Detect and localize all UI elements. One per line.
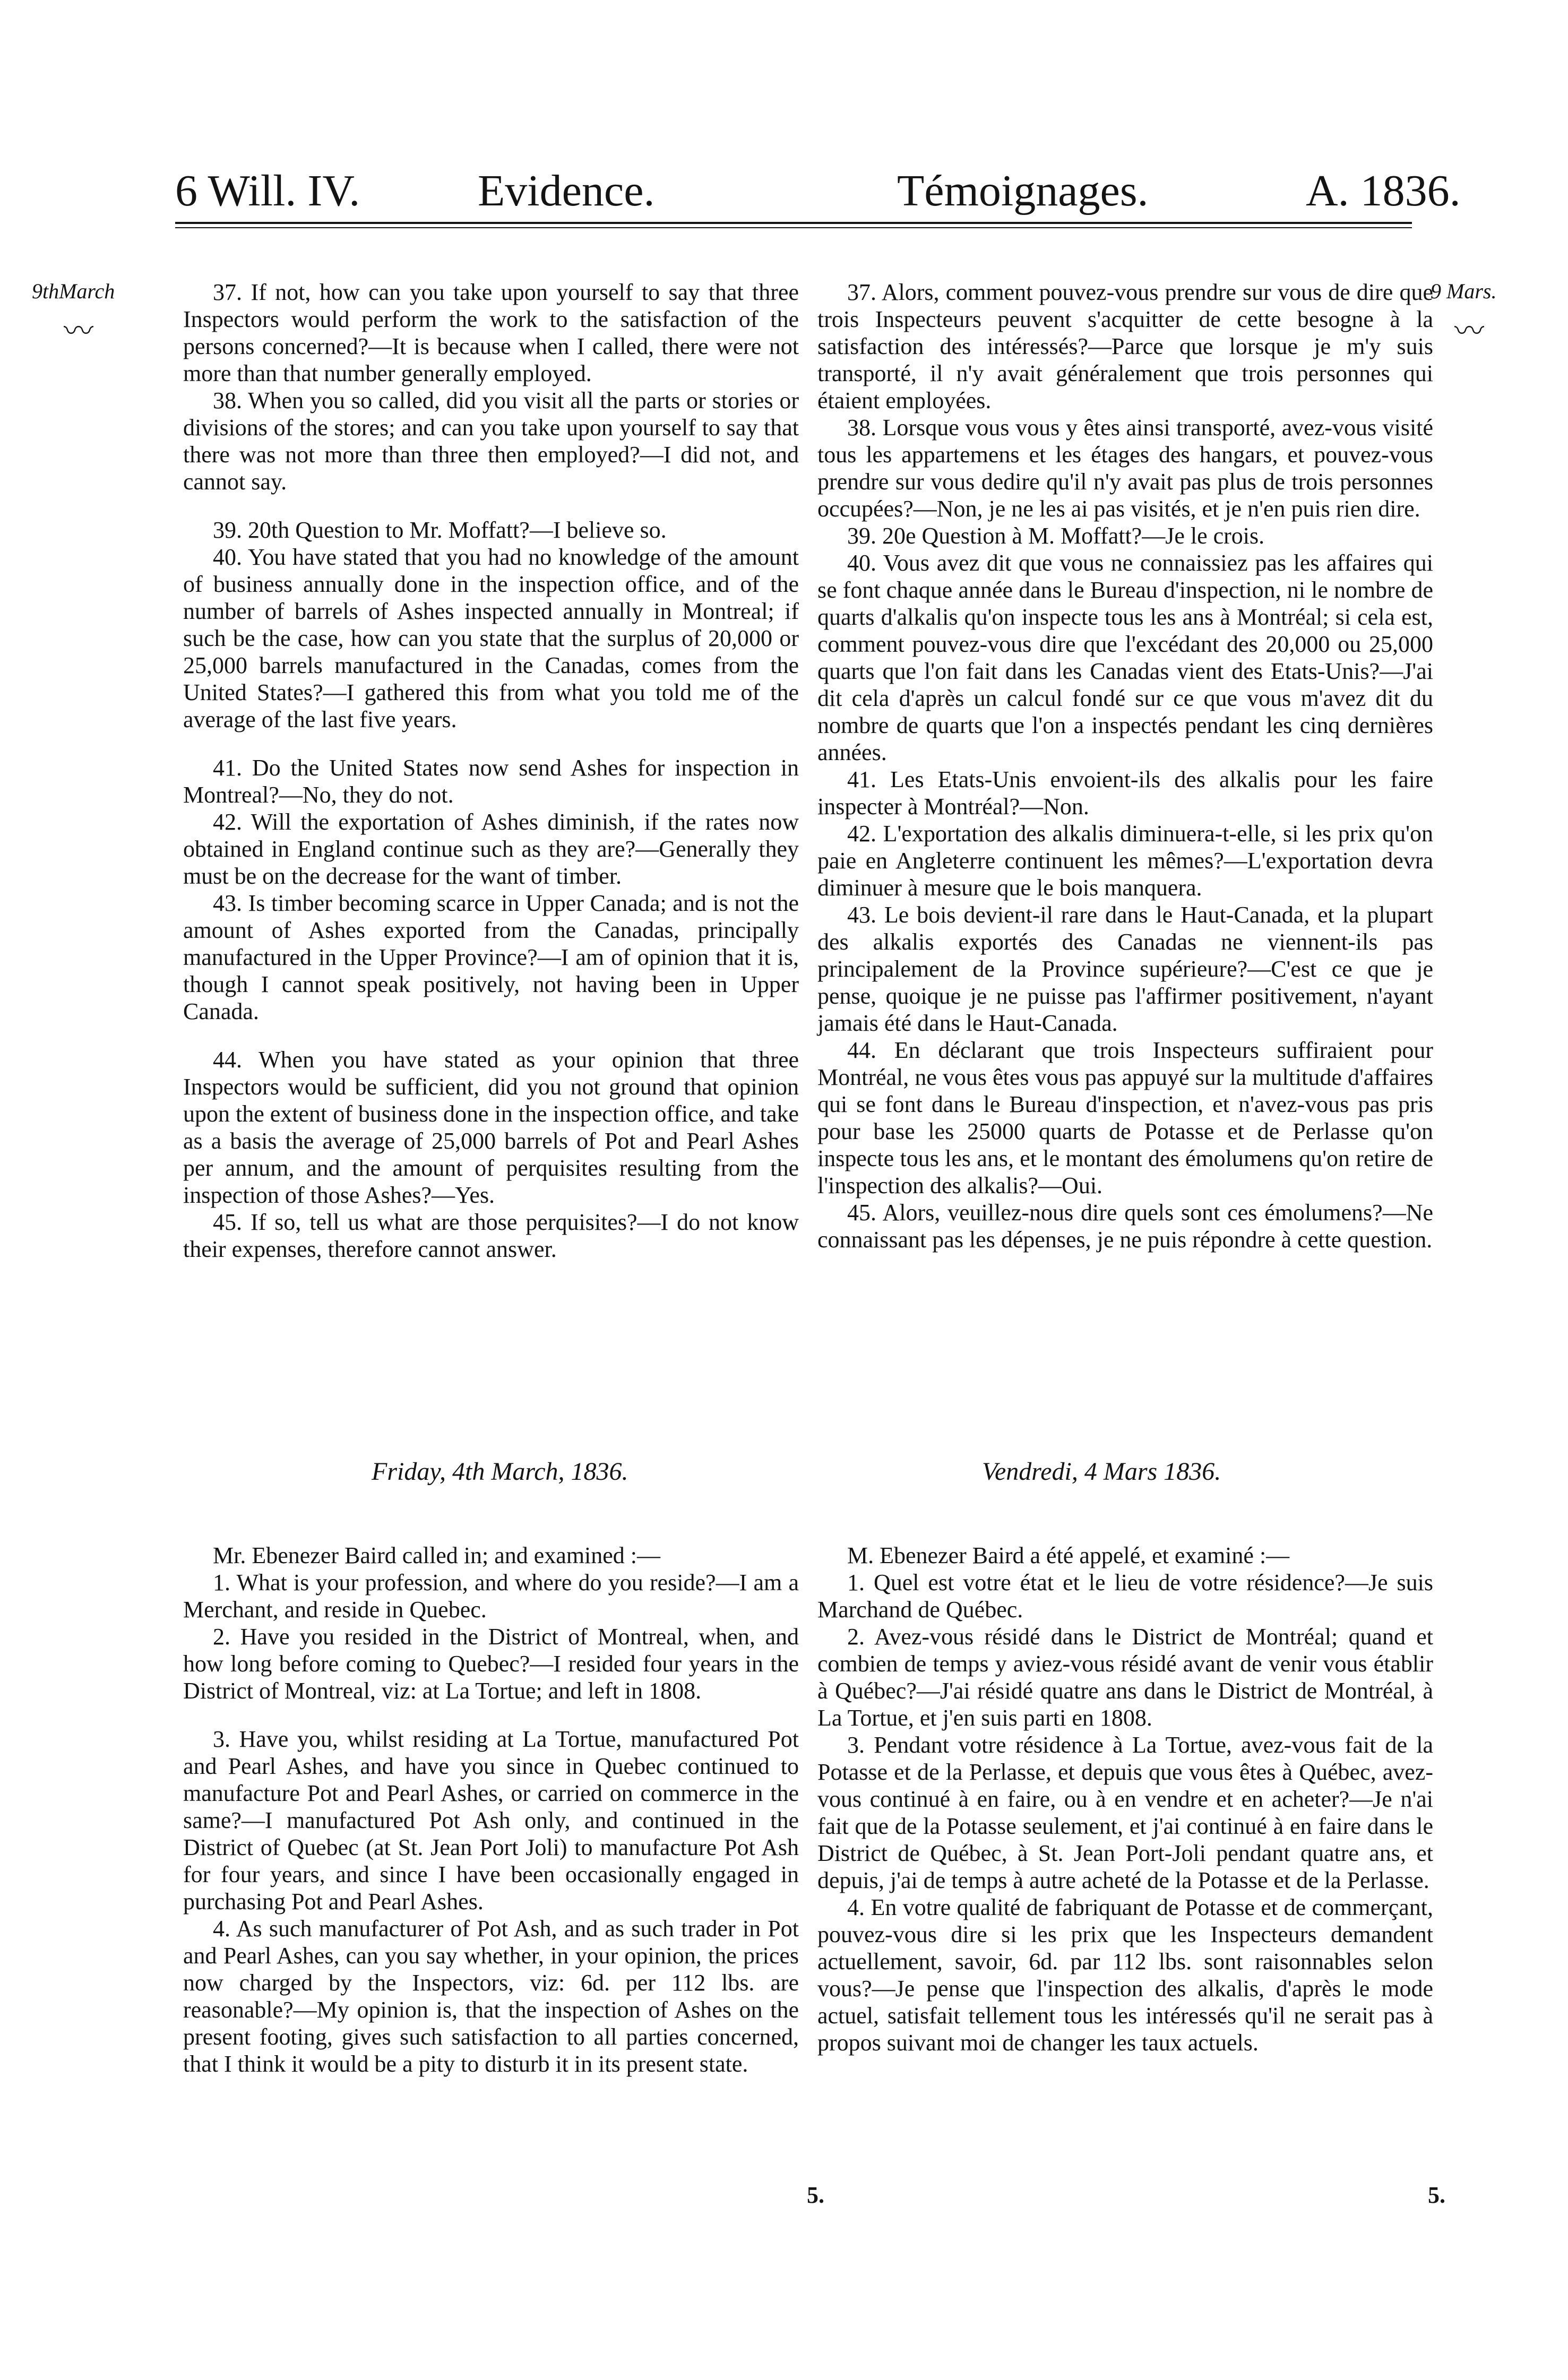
- english-b-q4: 4. As such manufacturer of Pot Ash, and as such trader in Pot and Pearl Ashes, can you say whether, in your opinion, the prices now charged by the Inspectors, viz: 6d. per 112 lbs. are reasonable?—My opinion is, that the inspection of Ashes on the present footing, gives such satisfaction to all parties concerned, that I think it would be a pity to disturb it in its present state.: [183, 1916, 799, 2077]
- english-q44: 44. When you have stated as your opinion that three Inspectors would be sufficient, did you not ground that opinion upon the extent of business done in the inspection office, and take as a basis the average of 25,000 barrels of Pot and Pearl Ashes per annum, and the amount of perquisites resulting from the inspection of those Ashes?—Yes.: [183, 1047, 799, 1208]
- header-rule: [175, 222, 1412, 224]
- french-column-bottom: [817, 1542, 1433, 2221]
- french-b-q4: 4. En votre qualité de fabriquant de Potasse et de commerçant, pouvez-vous dire si les prix que les Inspecteurs demandent actuellement, savoir, 6d. par 112 lbs. sont raisonnables selon vous?—Je pense que l'inspection des alkalis, d'après le mode actuel, satisfait tellement tous les intéressés qu'il ne serait pas à propos suivant moi de changer les taux actuels.: [817, 1894, 1433, 2056]
- english-q39: 39. 20th Question to Mr. Moffatt?—I believe so.: [213, 517, 667, 543]
- margin-flourish-right: 〰: [1454, 315, 1484, 348]
- evidence-heading: Evidence.: [478, 166, 655, 215]
- margin-date-right: 9 Mars.: [1431, 279, 1497, 303]
- english-b-q1: 1. What is your profession, and where do you reside?—I am a Merchant, and reside in Quebec.: [183, 1570, 799, 1623]
- french-b-q1: 1. Quel est votre état et le lieu de votre résidence?—Je suis Marchand de Québec.: [817, 1570, 1433, 1623]
- year-label: A. 1836.: [1306, 166, 1461, 215]
- french-q42: 42. L'exportation des alkalis diminuera-t-elle, si les prix qu'on paie en Angleterre continuent les mêmes?—L'exportation devra diminuer à mesure que le bois manquera.: [817, 821, 1433, 901]
- header-rule-thin: [175, 227, 1412, 228]
- french-q44: 44. En déclarant que trois Inspecteurs suffiraient pour Montréal, ne vous êtes vous pas appuyé sur la multitude d'affaires qui se font dans le Bureau d'inspection, et n'avez-vous pas pris pour base les 25000 quarts de Potasse et de Perlasse qu'on inspecte tous les ans, et le montant des émolumens qu'on retire de l'inspection des alkalis?—Oui.: [817, 1037, 1433, 1198]
- date-french: Vendredi, 4 Mars 1836.: [982, 1458, 1221, 1486]
- french-q39: 39. 20e Question à M. Moffatt?—Je le crois.: [847, 523, 1265, 549]
- english-q43: 43. Is timber becoming scarce in Upper Canada; and is not the amount of Ashes exported from the Canadas, principally manufactured in the Upper Province?—I am of opinion that it is, though I cannot speak positively, not having been in Upper Canada.: [183, 890, 799, 1024]
- date-english: Friday, 4th March, 1836.: [372, 1458, 628, 1486]
- french-column-top: [817, 279, 1433, 1393]
- french-q41: 41. Les Etats-Unis envoient-ils des alkalis pour les faire inspecter à Montréal?—Non.: [817, 766, 1433, 820]
- french-b-q3: 3. Pendant votre résidence à La Tortue, avez-vous fait de la Potasse et de la Perlasse, et depuis que vous êtes à Québec, avez-vous continué à en faire, ou à en vendre et en acheter?—Je n'ai fait que de la Potasse seulement, et j'ai continué à en faire dans le District de Québec, à St. Jean Port-Joli pendant quatre ans, et depuis, j'ai de temps à autre acheté de la Potasse et de la Perlasse.: [817, 1732, 1433, 1893]
- french-q43: 43. Le bois devient-il rare dans le Haut-Canada, et la plupart des alkalis exportés des Canadas ne viennent-ils pas principalement de la Province supérieure?—C'est ce que je pense, quoique je ne puisse pas l'affirmer positivement, n'ayant jamais été dans le Haut-Canada.: [817, 902, 1433, 1036]
- margin-flourish-left: 〰: [64, 315, 93, 348]
- english-b-q3: 3. Have you, whilst residing at La Tortue, manufactured Pot and Pearl Ashes, and have you since in Quebec continued to manufacture Pot and Pearl Ashes, or carried on commerce in the same?—I manufactured Pot Ash only, and continued in the District of Quebec (at St. Jean Port Joli) to manufacture Pot Ash for four years, and since I have been occasionally engaged in purchasing Pot and Pearl Ashes.: [183, 1726, 799, 1915]
- english-b-q2: 2. Have you resided in the District of Montreal, when, and how long before coming to Quebec?—I resided four years in the District of Montreal, viz: at La Tortue; and left in 1808.: [183, 1624, 799, 1704]
- signature-mark-french: 5.: [1428, 2182, 1445, 2208]
- french-q45: 45. Alors, veuillez-nous dire quels sont ces émolumens?—Ne connaissant pas les dépenses, je ne puis répondre à cette question.: [817, 1200, 1433, 1253]
- english-q42: 42. Will the exportation of Ashes diminish, if the rates now obtained in England continue such as they are?—Generally they must be on the decrease for the want of timber.: [183, 809, 799, 889]
- french-witness-intro: M. Ebenezer Baird a été appelé, et examiné :—: [847, 1542, 1290, 1568]
- french-b-q2: 2. Avez-vous résidé dans le District de Montréal; quand et combien de temps y aviez-vous résidé avant de venir vous établir à Québec?—J'ai résidé quatre ans dans le District de Montréal, à La Tortue, et j'en suis parti en 1808.: [817, 1624, 1433, 1731]
- english-q41: 41. Do the United States now send Ashes for inspection in Montreal?—No, they do not.: [183, 755, 799, 808]
- english-column-top: [183, 279, 799, 1393]
- page-header: [0, 165, 1568, 218]
- session-label: 6 Will. IV.: [175, 166, 360, 215]
- margin-date-left: 9thMarch: [32, 279, 115, 303]
- english-witness-intro: Mr. Ebenezer Baird called in; and examined :—: [213, 1542, 661, 1568]
- french-q38: 38. Lorsque vous vous y êtes ainsi transporté, avez-vous visité tous les appartemens et les étages des hangars, et pouvez-vous prendre sur vous dedire qu'il n'y avait pas plus de trois personnes occupées?—Non, je ne les ai pas visités, et je n'en puis rien dire.: [817, 415, 1433, 522]
- signature-mark-english: 5.: [807, 2182, 824, 2208]
- english-q37: 37. If not, how can you take upon yourself to say that three Inspectors would perform the work to the satisfaction of the persons concerned?—It is because when I called, there were not more than that number generally employed.: [183, 279, 799, 386]
- english-column-bottom: [183, 1542, 799, 2221]
- english-q38: 38. When you so called, did you visit all the parts or stories or divisions of the stores; and can you take upon yourself to say that there was not more than three then employed?—I did not, and cannot say.: [183, 387, 799, 495]
- english-q45: 45. If so, tell us what are those perquisites?—I do not know their expenses, therefore cannot answer.: [183, 1209, 799, 1262]
- french-q40: 40. Vous avez dit que vous ne connaissiez pas les affaires qui se font chaque année dans le Bureau d'inspection, ni le nombre de quarts d'alkalis qu'on inspecte tous les ans à Montréal; si cela est, comment pouvez-vous dire que l'excédant des 20,000 ou 25,000 quarts que l'on fait dans les Canadas vient des Etats-Unis?—J'ai dit cela d'après un calcul fondé sur ce que vous m'avez dit du nombre de quarts que l'on a inspectés pendant les cinq dernières années.: [817, 550, 1433, 765]
- temoignages-heading: Témoignages.: [897, 166, 1149, 215]
- english-q40: 40. You have stated that you had no knowledge of the amount of business annually done in the inspection office, and of the number of barrels of Ashes inspected annually in Montreal; if such be the case, how can you state that the surplus of 20,000 or 25,000 barrels manufactured in the Canadas, comes from the United States?—I gathered this from what you told me of the average of the last five years.: [183, 544, 799, 732]
- french-q37: 37. Alors, comment pouvez-vous prendre sur vous de dire que trois Inspecteurs peuvent s'acquitter de cette besogne à la satisfaction des intéressés?—Parce que lorsque je m'y suis transporté, il n'y avait généralement que trois personnes qui étaient employées.: [817, 279, 1433, 413]
